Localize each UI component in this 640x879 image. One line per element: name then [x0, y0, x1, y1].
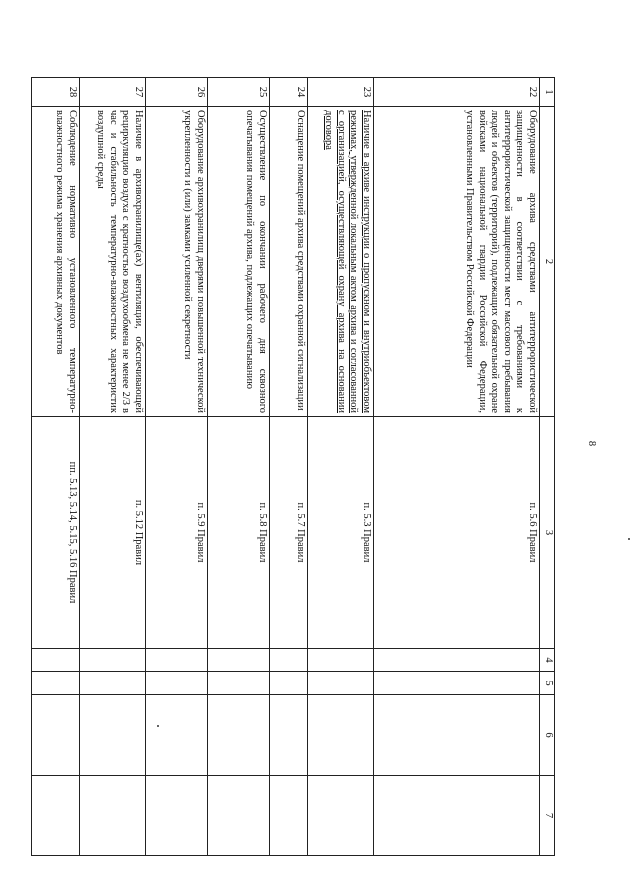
empty-cell — [80, 649, 146, 672]
empty-cell — [208, 695, 270, 776]
column-header: 4 — [540, 649, 555, 672]
rule-reference: п. 5.9 Правил — [146, 417, 208, 649]
empty-cell — [270, 695, 308, 776]
row-number: 23 — [308, 78, 374, 107]
empty-cell — [146, 672, 208, 695]
column-header: 2 — [540, 107, 555, 417]
empty-cell — [146, 649, 208, 672]
empty-cell — [308, 649, 374, 672]
requirement-text: Оборудование архива средствами антитеррористической защищенности в соответствии с требованиями к антитеррористической защищенности мест массового пребывания людей и объектов (территорий), подлежащих обязательной охране войсками национальной гвардии Российской Федерации, установленными Правительством Российской Федерации — [374, 107, 540, 417]
empty-cell — [270, 672, 308, 695]
empty-cell — [308, 776, 374, 856]
row-number: 28 — [32, 78, 80, 107]
empty-cell — [32, 695, 80, 776]
row-number: 22 — [374, 78, 540, 107]
column-header: 6 — [540, 695, 555, 776]
table-row — [146, 78, 208, 856]
requirement-text: Осуществление по окончании рабочего дня сквозного опечатывания помещений архива, подлежащих опечатыванию — [208, 107, 270, 417]
empty-cell — [32, 776, 80, 856]
empty-cell — [270, 776, 308, 856]
rule-reference: п. 5.6 Правил — [374, 417, 540, 649]
row-number: 24 — [270, 78, 308, 107]
column-header: 3 — [540, 417, 555, 649]
empty-cell — [374, 776, 540, 856]
rule-reference: пп. 5.13, 5.14, 5.15, 5.16 Правил — [32, 417, 80, 649]
empty-cell — [208, 776, 270, 856]
rule-reference: п. 5.3 Правил — [308, 417, 374, 649]
requirement-text: Оборудование архивохранилищ дверями повышенной технической укрепленности и (или) замками усиленной секретности — [146, 107, 208, 417]
empty-cell — [146, 695, 208, 776]
page-number: 8 — [586, 440, 598, 447]
table-row — [208, 78, 270, 856]
inspection-table — [31, 77, 555, 856]
rule-reference: п. 5.8 Правил — [208, 417, 270, 649]
rule-reference: п. 5.12 Правил — [80, 417, 146, 649]
table-row — [308, 78, 374, 856]
row-number: 27 — [80, 78, 146, 107]
table-row — [374, 78, 540, 856]
table-row — [270, 78, 308, 856]
empty-cell — [80, 776, 146, 856]
table-row — [32, 78, 80, 856]
rule-reference: п. 5.7 Правил — [270, 417, 308, 649]
empty-cell — [374, 672, 540, 695]
empty-cell — [374, 695, 540, 776]
empty-cell — [308, 695, 374, 776]
empty-cell — [308, 672, 374, 695]
requirement-text: Наличие в архиве инструкции о пропускном и внутриобъектовом режимах, утвержденной локальным актом архива и согласованной с организацией, осуществляющей охрану архива на основании договора — [308, 107, 374, 417]
row-number: 26 — [146, 78, 208, 107]
row-number: 25 — [208, 78, 270, 107]
empty-cell — [146, 776, 208, 856]
empty-cell — [374, 649, 540, 672]
requirement-text: Соблюдение нормативно установленного температурно-влажностного режима хранения архивных документов — [32, 107, 80, 417]
empty-cell — [208, 649, 270, 672]
column-header: 5 — [540, 672, 555, 695]
column-header: 1 — [540, 78, 555, 107]
table-row — [80, 78, 146, 856]
header-row — [540, 78, 555, 856]
requirement-text: Оснащение помещений архива средствами охранной сигнализации — [270, 107, 308, 417]
rotated-table-page — [25, 77, 555, 855]
empty-cell — [80, 695, 146, 776]
empty-cell — [80, 672, 146, 695]
column-header: 7 — [540, 776, 555, 856]
empty-cell — [270, 649, 308, 672]
requirement-text: Наличие в архивохранилище(ах) вентиляции, обеспечивающей рециркуляцию воздуха с кратностью воздухообмена не менее 2/3 в час и стабильность температурно-влажностных характеристик воздушной среды — [80, 107, 146, 417]
empty-cell — [32, 649, 80, 672]
empty-cell — [32, 672, 80, 695]
scan-speck — [628, 538, 630, 540]
empty-cell — [208, 672, 270, 695]
